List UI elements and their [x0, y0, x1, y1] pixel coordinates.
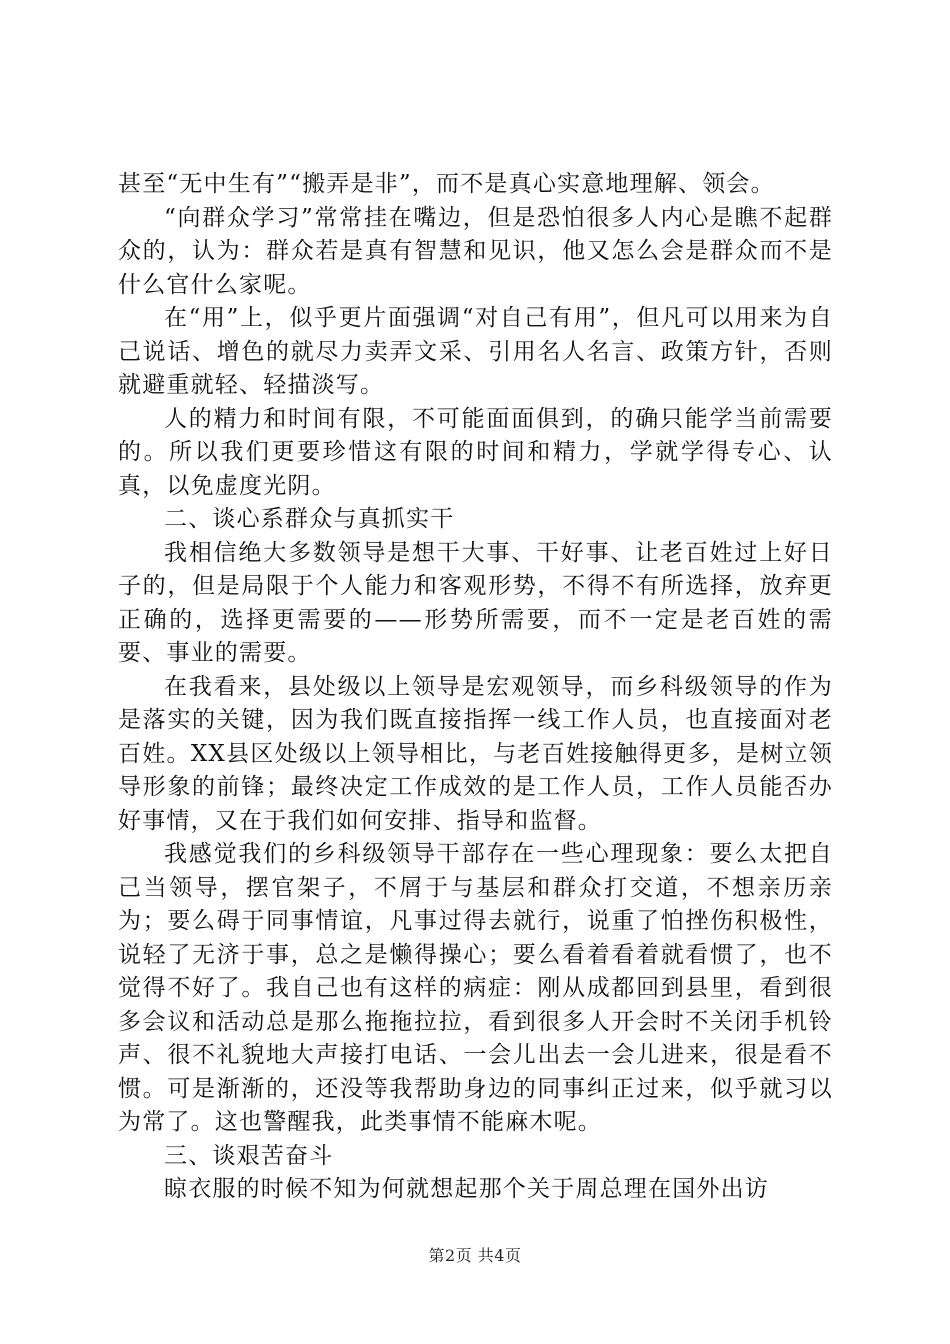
document-body	[118, 168, 833, 1207]
paragraph: 我相信绝大多数领导是想干大事、干好事、让老百姓过上好日子的，但是局限于个人能力和客观形势，不得不有所选择，放弃更正确的，选择更需要的——形势所需要，而不一定是老百姓的需要、事业的需要。	[118, 539, 833, 666]
paragraph: 甚至“无中生有”“搬弄是非”，而不是真心实意地理解、领会。	[118, 171, 775, 197]
section-heading: 三、谈艰苦奋斗	[164, 1142, 334, 1169]
paragraph: 晾衣服的时候不知为何就想起那个关于周总理在国外出访	[164, 1176, 769, 1202]
paragraph: 在我看来，县处级以上领导是宏观领导，而乡科级领导的作为是落实的关键，因为我们既直接指挥一线工作人员，也直接面对老百姓。XX县区处级以上领导相比，与老百姓接触得更多，是树立领导形象的前锋；最终决定工作成效的是工作人员，工作人员能否办好事情，又在于我们如何安排、指导和监督。	[118, 673, 833, 834]
page-number-footer: 第2页 共4页	[428, 1246, 522, 1265]
paragraph: 人的精力和时间有限，不可能面面俱到，的确只能学当前需要的。所以我们更要珍惜这有限的时间和精力，学就学得专心、认真，以免虚度光阴。	[118, 405, 833, 499]
section-heading: 二、谈心系群众与真抓实干	[164, 506, 455, 532]
paragraph: “向群众学习”常常挂在嘴边，但是恐怕很多人内心是瞧不起群众的，认为：群众若是真有智慧和见识，他又怎么会是群众而不是什么官什么家呢。	[118, 204, 833, 298]
paragraph: 在“用”上，似乎更片面强调“对自己有用”，但凡可以用来为自己说话、增色的就尽力卖弄文采、引用名人名言、政策方针，否则就避重就轻、轻描淡写。	[118, 305, 833, 398]
paragraph: 我感觉我们的乡科级领导干部存在一些心理现象：要么太把自己当领导，摆官架子，不屑于与基层和群众打交道，不想亲历亲为；要么碍于同事情谊，凡事过得去就行，说重了怕挫伤积极性，说轻了无济于事，总之是懒得操心；要么看着看着就看惯了，也不觉得不好了。我自己也有这样的病症：刚从成都回到县里，看到很多会议和活动总是那么拖拖拉拉，看到很多人开会时不关闭手机铃声、很不礼貌地大声接打电话、一会儿出去一会儿进来，很是看不惯。可是渐渐的，还没等我帮助身边的同事纠正过来，似乎就习以为常了。这也警醒我，此类事情不能麻木呢。	[118, 841, 833, 1135]
